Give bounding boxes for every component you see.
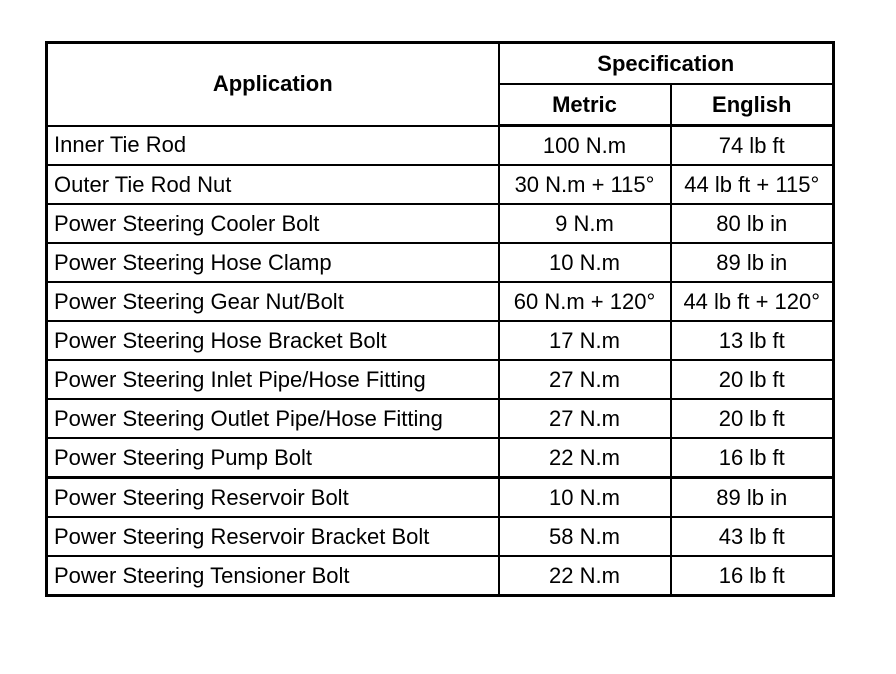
header-specification: Specification <box>499 43 834 85</box>
cell-metric: 27 N.m <box>499 399 671 438</box>
cell-metric: 58 N.m <box>499 517 671 556</box>
cell-english: 74 lb ft <box>671 126 834 166</box>
cell-metric: 22 N.m <box>499 438 671 478</box>
cell-english: 16 lb ft <box>671 438 834 478</box>
cell-application: Power Steering Gear Nut/Bolt <box>47 282 499 321</box>
cell-english: 44 lb ft + 120° <box>671 282 834 321</box>
table-row <box>47 243 834 282</box>
cell-metric: 10 N.m <box>499 243 671 282</box>
table-row <box>47 282 834 321</box>
cell-english: 80 lb in <box>671 204 834 243</box>
table-row <box>47 204 834 243</box>
cell-application: Inner Tie Rod <box>47 126 499 166</box>
cell-english: 20 lb ft <box>671 360 834 399</box>
cell-metric: 17 N.m <box>499 321 671 360</box>
cell-metric: 22 N.m <box>499 556 671 596</box>
header-english: English <box>671 84 834 126</box>
cell-application: Power Steering Hose Bracket Bolt <box>47 321 499 360</box>
cell-application: Power Steering Hose Clamp <box>47 243 499 282</box>
cell-application: Power Steering Reservoir Bracket Bolt <box>47 517 499 556</box>
table-row <box>47 517 834 556</box>
table-row <box>47 321 834 360</box>
table-row <box>47 165 834 204</box>
cell-application: Power Steering Cooler Bolt <box>47 204 499 243</box>
cell-metric: 100 N.m <box>499 126 671 166</box>
table-row <box>47 438 834 478</box>
table-row <box>47 478 834 518</box>
table-row <box>47 360 834 399</box>
cell-metric: 9 N.m <box>499 204 671 243</box>
cell-application: Power Steering Outlet Pipe/Hose Fitting <box>47 399 499 438</box>
table-row <box>47 126 834 166</box>
cell-metric: 10 N.m <box>499 478 671 518</box>
cell-application: Power Steering Reservoir Bolt <box>47 478 499 518</box>
cell-english: 16 lb ft <box>671 556 834 596</box>
cell-application: Power Steering Inlet Pipe/Hose Fitting <box>47 360 499 399</box>
torque-specification-table <box>45 41 835 597</box>
cell-metric: 60 N.m + 120° <box>499 282 671 321</box>
header-metric: Metric <box>499 84 671 126</box>
header-application: Application <box>47 43 499 126</box>
cell-application: Power Steering Pump Bolt <box>47 438 499 478</box>
cell-application: Outer Tie Rod Nut <box>47 165 499 204</box>
cell-english: 89 lb in <box>671 243 834 282</box>
cell-application: Power Steering Tensioner Bolt <box>47 556 499 596</box>
cell-metric: 27 N.m <box>499 360 671 399</box>
cell-english: 13 lb ft <box>671 321 834 360</box>
cell-english: 20 lb ft <box>671 399 834 438</box>
cell-english: 89 lb in <box>671 478 834 518</box>
cell-english: 43 lb ft <box>671 517 834 556</box>
table-row <box>47 399 834 438</box>
cell-english: 44 lb ft + 115° <box>671 165 834 204</box>
cell-metric: 30 N.m + 115° <box>499 165 671 204</box>
table-row <box>47 556 834 596</box>
